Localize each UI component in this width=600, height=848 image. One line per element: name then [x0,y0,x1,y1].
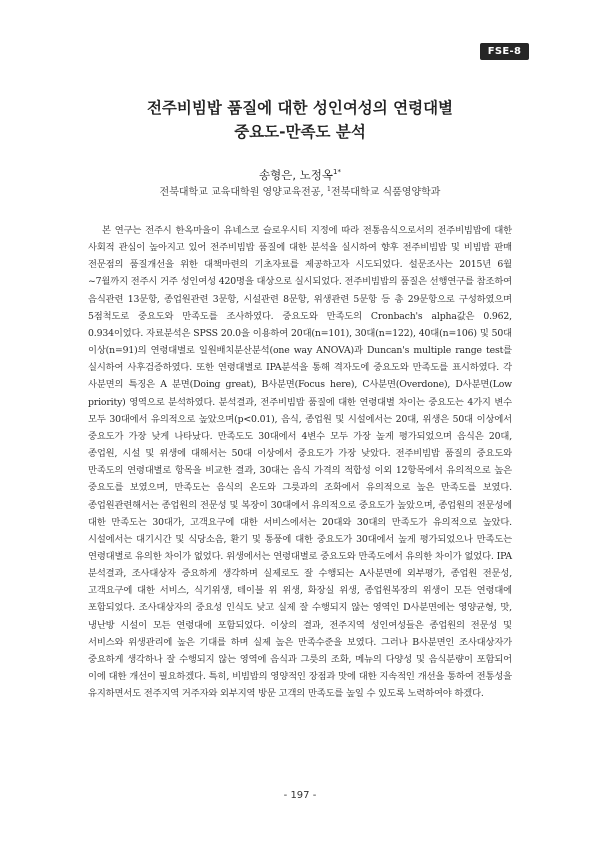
author-1: 송형은, [259,168,297,182]
affiliation-2: 전북대학교 식품영양학과 [330,187,441,198]
author-2: 노정옥 [299,168,333,182]
affiliation-1: 전북대학교 교육대학원 영양교육전공, [159,187,324,198]
author-2-mark: 1* [333,168,341,176]
paper-title [60,96,540,144]
title-line-1: 전주비빔밥 품질에 대한 성인여성의 연령대별 [146,99,454,117]
session-badge: FSE-8 [480,43,529,60]
affiliation-mark: 1 [326,185,331,193]
page-number: - 197 - [283,790,317,801]
author-list [60,164,540,183]
affiliation [60,182,540,200]
title-line-2: 중요도-만족도 분석 [234,123,366,141]
abstract-body: 본 연구는 전주시 한옥마을이 유네스코 슬로우시티 지정에 따라 전통음식으로서의 전주비빔밥에 대한 사회적 관심이 높아지고 있어 전주비빔밥 품질에 대한 분석을 실시하여 향후 전주비빔밥 및 비빔밥 판매 전문점의 품질개선을 위한 대책마련의 기초자료를 제공하고자 시도되었다. 설문조사는 2015년 6월~7월까지 전주시 거주 성인여성 420명을 대상으로 실시되었다. 전주비빔밥의 품질은 선행연구를 참조하여 음식관련 13문항, 종업원관련 3문항, 시설관련 8문항, 위생관련 5문항 등 총 29문항으로 구성하였으며 5점척도로 중요도와 만족도를 조사하였다. 중요도와 만족도의 Cronbach's alpha값은 0.962, 0.934이었다. 자료분석은 SPSS 20.0을 이용하여 20대(n=101), 30대(n=122), 40대(n=106) 및 50대 이상(n=91)의 연령대별로 일원배치분산분석(one way ANOVA)과 Duncan's multiple range test를 실시하여 사후검증하였다. 또한 연령대별로 IPA분석을 통해 격자도에 중요도와 만족도를 표시하였다. 각 사분면의 특징은 A 분면(Doing great), B사분면(Focus here), C사분면(Overdone), D사분면(Low priority) 영역으로 분석하였다. 분석결과, 전주비빔밥 품질에 대한 연령대별 차이는 중요도는 4가지 변수 모두 30대에서 유의적으로 높았으며(p<0.01), 음식, 종업원 및 시설에서는 20대, 위생은 50대 이상에서 중요도가 가장 낮게 나타났다. 만족도도 30대에서 4변수 모두 가장 높게 평가되었으며 음식은 20대, 종업원, 시설 및 위생에 대해서는 50대 이상에서 중요도가 가장 낮았다. 전주비빔밥 품질의 중요도와 만족도의 연령대별로 항목을 비교한 결과, 30대는 음식 가격의 적합성 이외 12항목에서 유의적으로 높은 중요도를 보였으며, 만족도는 음식의 온도와 그릇과의 조화에서 유의적으로 높은 만족도를 보였다. 종업원관련해서는 종업원의 전문성 및 복장이 30대에서 유의적으로 중요도가 높았으며, 종업원의 전문성에 대한 만족도는 30대가, 고객요구에 대한 서비스에서는 20대와 30대의 만족도가 유의적으로 높았다. 시설에서는 대기시간 및 식당소음, 환기 및 통풍에 대한 중요도가 30대에서 높게 평가되었으나 만족도는 연령대별로 유의한 차이가 없었다. 위생에서는 연령대별로 중요도와 만족도에서 유의한 차이가 없었다. IPA 분석결과, 조사대상자 중요하게 생각하며 실제로도 잘 수행되는 A사분면에 외부평가, 종업원 전문성, 고객요구에 대한 서비스, 식기위생, 테이블 위 위생, 화장실 위생, 종업원복장의 위생이 모든 연령대에 포함되었다. 조사대상자의 중요성 인식도 낮고 실제 잘 수행되지 않는 영역인 D사분면에는 영양균형, 맛, 냉난방 시설이 모든 연령대에 포함되었다. 이상의 결과, 전주지역 성인여성들은 종업원의 전문성 및 서비스와 위생관리에 높은 기대를 하며 실제 높은 만족수준을 보였다. 그러나 B사분면인 조사대상자가 중요하게 생각하나 잘 수행되지 않는 영역에 음식과 그릇의 조화, 메뉴의 다양성 및 음식분량이 포함되어 이에 대한 개선이 필요하겠다. 특히, 비빔밥의 영양적인 장점과 맛에 대한 지속적인 개선을 통하여 전통성을 유지하면서도 전주지역 거주자와 외부지역 방문 고객의 만족도를 높일 수 있도록 노력하여야 하겠다. [88,225,512,700]
